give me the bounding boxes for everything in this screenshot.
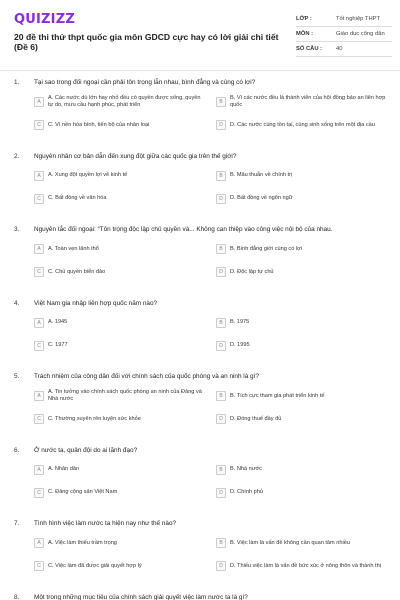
- option-text: B. Nhà nước: [230, 466, 262, 472]
- answer-option-c[interactable]: [34, 263, 204, 281]
- meta-table: [296, 12, 392, 57]
- option-letter-box: B: [216, 391, 226, 401]
- answer-option-a[interactable]: [34, 534, 204, 552]
- answer-option-a[interactable]: [34, 387, 204, 405]
- question-item: [0, 222, 400, 296]
- meta-value: Giáo dục công dân: [336, 31, 385, 37]
- option-letter-box: B: [216, 244, 226, 254]
- question-text: Một trong những mục tiêu của chính sách giải quyết việc làm nước ta là gì?: [34, 593, 248, 600]
- answer-option-c[interactable]: [34, 484, 204, 502]
- question-text: Nguyên tắc đối ngoại: “Tôn trọng độc lập chủ quyền và... Không can thiệp vào công việc nội bộ của nhau.: [34, 226, 333, 233]
- answer-option-d[interactable]: [216, 410, 386, 428]
- question-text: Việt Nam gia nhập liên hợp quốc năm nào?: [34, 299, 158, 307]
- question-item: [0, 149, 400, 223]
- answer-option-b[interactable]: [216, 93, 386, 111]
- option-letter-box: B: [216, 171, 226, 181]
- option-text: B. Tích cực tham gia phát triển kinh tế: [230, 392, 325, 399]
- option-letter-box: A: [34, 538, 44, 548]
- option-text: A. Việc làm thiếu trầm trọng: [48, 539, 117, 546]
- option-letter-box: A: [34, 97, 44, 107]
- option-text: C. Đảng cộng sản Việt Nam: [48, 489, 118, 495]
- meta-key: MÔN :: [296, 31, 314, 37]
- meta-row-subject: [296, 27, 392, 42]
- meta-value: Tốt nghiệp THPT: [336, 16, 381, 22]
- option-letter-box: C: [34, 120, 44, 130]
- answer-option-b[interactable]: [216, 534, 386, 552]
- worksheet-header: [0, 0, 400, 70]
- option-letter-box: C: [34, 414, 44, 424]
- option-text: C. Việc làm đã được giải quyết hợp lý: [48, 562, 142, 569]
- question-item: [0, 590, 400, 600]
- question-text: Trách nhiệm của công dân đối với chính sách của quốc phòng và an ninh là gì?: [34, 373, 259, 380]
- option-text: C. Vì nền hòa bình, tiến bộ của nhân loại: [48, 121, 150, 128]
- option-text: B. Vì các nước đều là thành viên của hội đồng bảo an liên hợp quốc: [230, 95, 386, 108]
- option-letter-box: D: [216, 488, 226, 498]
- answer-option-b[interactable]: [216, 167, 386, 185]
- meta-value: 40: [336, 46, 343, 52]
- meta-row-class: [296, 12, 392, 27]
- answer-option-c[interactable]: [34, 410, 204, 428]
- option-letter-box: C: [34, 194, 44, 204]
- answer-option-a[interactable]: [34, 167, 204, 185]
- answer-option-c[interactable]: [34, 337, 204, 355]
- answer-option-b[interactable]: [216, 240, 386, 258]
- option-text: A. Tin tưởng vào chính sách quốc phòng an ninh của Đảng và Nhà nước: [48, 389, 202, 402]
- meta-key: LỚP :: [296, 16, 312, 22]
- question-text: Tại sao trong đối ngoại cần phải tôn trọng lẫn nhau, bình đẳng và cùng có lợi?: [34, 79, 256, 86]
- answer-option-b[interactable]: [216, 387, 386, 405]
- option-letter-box: C: [34, 561, 44, 571]
- option-text: C. Bất đồng về văn hóa: [48, 195, 107, 201]
- option-text: A. Các nước dù lớn hay nhỏ đều có quyền được sống, quyền tự do, mưu cầu hạnh phúc, phát triển: [48, 95, 201, 108]
- option-letter-box: C: [34, 267, 44, 277]
- option-text: A. Xung đột quyền lợi về kinh tế: [48, 172, 128, 178]
- option-text: A. Nhân dân: [48, 466, 80, 472]
- option-letter-box: B: [216, 97, 226, 107]
- answer-option-a[interactable]: [34, 93, 204, 111]
- option-text: C. Thường xuyên rèn luyện sức khỏe: [48, 415, 141, 422]
- option-letter-box: D: [216, 194, 226, 204]
- answer-option-b[interactable]: [216, 461, 386, 479]
- question-text: Tình hình việc làm nước ta hiện nay như thế nào?: [34, 520, 177, 527]
- answer-option-c[interactable]: [34, 190, 204, 208]
- question-list: [0, 75, 400, 600]
- answer-option-a[interactable]: [34, 314, 204, 332]
- answer-option-d[interactable]: [216, 557, 386, 575]
- option-text: B. Việc làm là vấn đề không cần quan tâm nhiều: [230, 539, 350, 546]
- option-text: A. Toàn vẹn lãnh thổ: [48, 245, 99, 252]
- answer-option-d[interactable]: [216, 190, 386, 208]
- option-text: D. Độc lập tự chủ: [230, 268, 274, 275]
- option-text: B. 1975: [230, 319, 250, 325]
- header-divider: [0, 70, 400, 71]
- option-letter-box: D: [216, 267, 226, 277]
- option-letter-box: D: [216, 414, 226, 424]
- document-title: 20 đề thi thử thpt quốc gia môn GDCD cực hay có lời giải chi tiết (Đề 6): [14, 32, 279, 52]
- option-letter-box: A: [34, 391, 44, 401]
- option-text: D. Bất đồng về ngôn ngữ: [230, 195, 293, 201]
- question-item: [0, 75, 400, 149]
- question-number: 8.: [14, 593, 20, 600]
- option-letter-box: D: [216, 561, 226, 571]
- question-number: 2.: [14, 152, 20, 160]
- question-number: 1.: [14, 79, 20, 86]
- option-text: B. Bình đẳng giới cùng có lợi: [230, 245, 303, 252]
- answer-option-d[interactable]: [216, 263, 386, 281]
- option-text: D. Chính phủ: [230, 489, 263, 495]
- meta-row-count: [296, 42, 392, 57]
- option-letter-box: B: [216, 318, 226, 328]
- question-number: 4.: [14, 299, 20, 307]
- answer-option-d[interactable]: [216, 116, 386, 134]
- option-text: B. Mâu thuẫn về chính trị: [230, 172, 293, 178]
- answer-option-b[interactable]: [216, 314, 386, 332]
- question-number: 5.: [14, 373, 20, 380]
- answer-option-a[interactable]: [34, 461, 204, 479]
- option-letter-box: D: [216, 341, 226, 351]
- answer-option-c[interactable]: [34, 557, 204, 575]
- option-letter-box: A: [34, 465, 44, 475]
- question-number: 7.: [14, 520, 20, 527]
- option-letter-box: A: [34, 171, 44, 181]
- question-text: Nguyên nhân cơ bản dẫn đến xung đột giữa các quốc gia trên thế giới?: [34, 152, 237, 160]
- quizizz-logo: QUIZIZZ: [14, 12, 75, 27]
- question-number: 3.: [14, 226, 20, 233]
- answer-option-a[interactable]: [34, 240, 204, 258]
- answer-option-d[interactable]: [216, 337, 386, 355]
- question-item: [0, 516, 400, 590]
- option-letter-box: C: [34, 341, 44, 351]
- option-text: D. Đóng thuế đầy đủ: [230, 415, 282, 422]
- option-text: D. Thiếu việc làm là vấn đề bức xúc ở nông thôn và thành thị: [230, 562, 381, 569]
- option-text: C. Chủ quyền biển đảo: [48, 268, 106, 275]
- question-text: Ở nước ta, quân đội do ai lãnh đạo?: [34, 446, 138, 454]
- answer-option-d[interactable]: [216, 484, 386, 502]
- question-item: [0, 443, 400, 517]
- option-text: A. 1945: [48, 319, 68, 325]
- meta-key: SỐ CÂU :: [296, 46, 323, 52]
- option-letter-box: A: [34, 318, 44, 328]
- option-letter-box: D: [216, 120, 226, 130]
- option-letter-box: B: [216, 538, 226, 548]
- option-letter-box: C: [34, 488, 44, 498]
- option-text: D. Các nước cùng tồn tại, cùng sinh sống trên một địa cầu: [230, 121, 375, 128]
- option-text: D. 1995: [230, 342, 250, 348]
- question-number: 6.: [14, 446, 20, 454]
- answer-option-c[interactable]: [34, 116, 204, 134]
- question-item: [0, 369, 400, 443]
- option-text: C. 1977: [48, 342, 68, 348]
- question-item: [0, 296, 400, 370]
- option-letter-box: A: [34, 244, 44, 254]
- option-letter-box: B: [216, 465, 226, 475]
